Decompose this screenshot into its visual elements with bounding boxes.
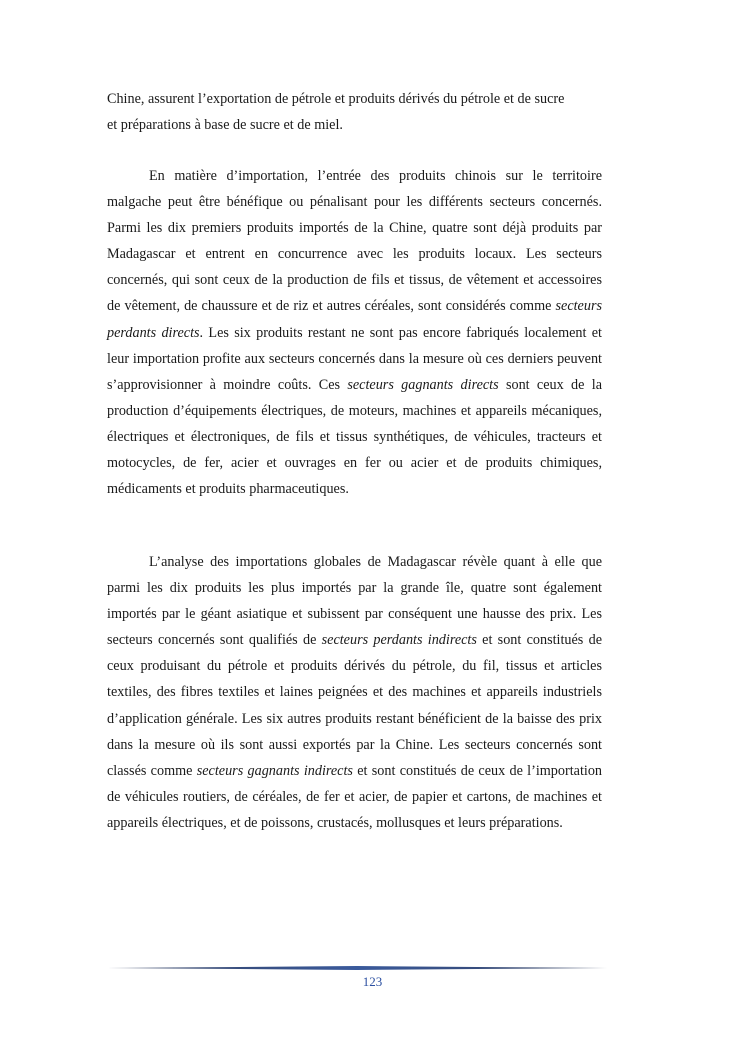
emphasis-term: secteurs gagnants indirects xyxy=(196,762,353,779)
paragraph-text: L’analyse des importations globales de Madagascar révèle quant à elle que parmi les dix produits les plus importés par la grande île, quatre sont également importés par le géant asiatique et subissent par conséquent une hausse des prix. Les secteurs concernés sont qualifiés de xyxy=(107,554,602,649)
paragraph-line: et préparations à base de sucre et de miel. xyxy=(107,117,343,134)
emphasis-term: secteurs perdants directs xyxy=(107,298,602,341)
paragraph-text: et sont constitués de ceux de l’importation de véhicules routiers, de céréales, de fer et acier, de papier et cartons, de machines et appareils électriques, et de poissons, crustacés, mollusques et leurs préparations. xyxy=(107,762,603,831)
paragraph-line: Chine, assurent l’exportation de pétrole et produits dérivés du pétrole et de sucre xyxy=(107,91,565,107)
emphasis-term: secteurs perdants indirects xyxy=(321,632,477,649)
paragraph-text: et sont constitués de ceux produisant du pétrole et produits dérivés du pétrole, du fil, tissus et articles textiles, des fibres textiles et laines peignées et des machines et appareils industriels d’application générale. Les six autres produits restant bénéficient de la baisse des prix dans la mesure où ils sont aussi exportés par la Chine. Les secteurs concernés sont classés comme xyxy=(107,632,602,779)
paragraph-continuation xyxy=(107,86,602,138)
paragraph-analyse xyxy=(107,549,602,836)
page-number: 123 xyxy=(362,974,383,989)
paragraph-importation xyxy=(107,163,602,502)
paragraph-text: sont ceux de la production d’équipements électriques, de moteurs, machines et appareils mécaniques, électriques et électroniques, de fils et tissus synthétiques, de véhicules, tracteurs et motocycles, de fer, acier et ouvrages en fer ou acier et de produits chimiques, médicaments et produits pharmaceutiques. xyxy=(107,376,603,498)
emphasis-term: secteurs gagnants directs xyxy=(347,376,499,393)
paragraph-text: . Les six produits restant ne sont pas encore fabriqués localement et leur importation profite aux secteurs concernés dans la mesure où ces derniers peuvent s’approvisionner à moindre coûts. Ces xyxy=(107,324,602,393)
paragraph-text: En matière d’importation, l’entrée des produits chinois sur le territoire malgache peut être bénéfique ou pénalisant pour les différents secteurs concernés. Parmi les dix premiers produits importés de la Chine, quatre sont déjà produits par Madagascar et entrent en concurrence avec les produits locaux. Les secteurs concernés, qui sont ceux de la production de fils et tissus, de vêtement et accessoires de vêtement, de chaussure et de riz et autres céréales, sont considérés comme xyxy=(107,168,602,315)
footer-rule xyxy=(107,966,607,970)
